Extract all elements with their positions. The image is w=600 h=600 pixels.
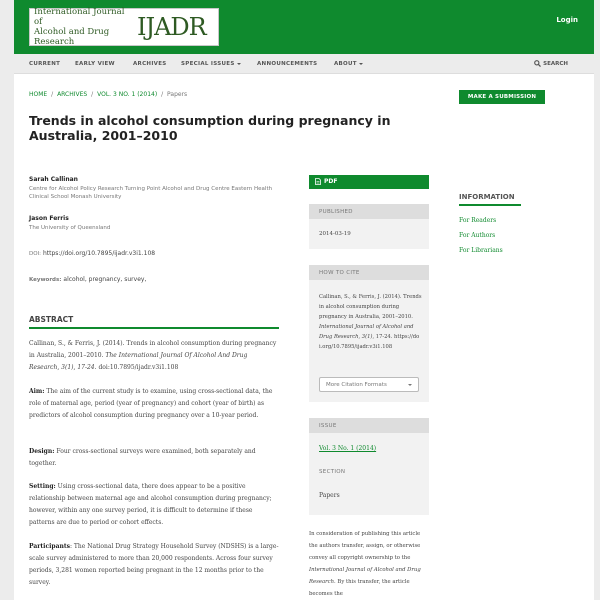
issue-heading: ISSUE bbox=[309, 418, 429, 433]
chevron-down-icon bbox=[237, 63, 241, 65]
abstract-citation-journal: The International Journal Of Alcohol And Drug Research, 3(1), 17-24. bbox=[29, 352, 248, 371]
consent-text: In consideration of publishing this article the authors transfer, assign, or otherwise convey all copyright ownership to the bbox=[309, 531, 421, 561]
page bbox=[14, 0, 594, 600]
nav-about[interactable] bbox=[334, 61, 363, 67]
cite-journal: International Journal of Alcohol and Drug Research, bbox=[319, 324, 414, 340]
chevron-down-icon bbox=[408, 384, 412, 386]
nav-early-view[interactable]: EARLY VIEW bbox=[75, 61, 115, 67]
search-label: SEARCH bbox=[543, 61, 568, 67]
doi-label: DOI: bbox=[29, 251, 42, 257]
published-date: 2014-03-19 bbox=[319, 231, 351, 237]
design-text: Four cross-sectional surveys were examined, both separately and together. bbox=[29, 448, 256, 467]
abstract-aim bbox=[29, 386, 279, 422]
author-name: Jason Ferris bbox=[29, 215, 69, 222]
breadcrumb-separator: / bbox=[91, 91, 94, 98]
participants-text: : The National Drug Strategy Household Survey (NDSHS) is a large-scale survey administered to more than 20,000 respondents. Across four survey periods, 3,281 women reported being pregnant in the 12 months prior to the survey. bbox=[29, 543, 279, 586]
information-heading: INFORMATION bbox=[459, 193, 521, 206]
setting-label: Setting: bbox=[29, 483, 56, 490]
make-submission-button[interactable]: MAKE A SUBMISSION bbox=[459, 90, 545, 104]
abstract-setting bbox=[29, 481, 279, 529]
chevron-down-icon bbox=[359, 63, 363, 65]
logo-title bbox=[30, 7, 135, 47]
logo-mark: IJADR bbox=[137, 13, 206, 41]
keywords-row bbox=[29, 276, 146, 283]
section-value: Papers bbox=[319, 492, 340, 499]
journal-logo[interactable] bbox=[29, 8, 219, 46]
more-citation-label: More Citation Formats bbox=[326, 382, 387, 388]
login-link[interactable]: Login bbox=[556, 16, 578, 24]
breadcrumb-separator: / bbox=[51, 91, 54, 98]
author-block bbox=[29, 215, 279, 232]
doi-link[interactable]: https://doi.org/10.7895/ijadr.v3i1.108 bbox=[42, 250, 156, 257]
pdf-button[interactable] bbox=[309, 175, 429, 189]
nav-archives[interactable]: ARCHIVES bbox=[133, 61, 167, 67]
page-title: Trends in alcohol consumption during pregnancy in Australia, 2001–2010 bbox=[29, 113, 391, 143]
file-icon bbox=[315, 178, 321, 185]
abstract-citation-text: Callinan, S., & Ferris, J. (2014). Trends in alcohol consumption during pregnancy in Australia, 2001–2010. bbox=[29, 340, 277, 359]
keywords-value: alcohol, pregnancy, survey, bbox=[63, 276, 147, 283]
cite-text bbox=[319, 292, 422, 352]
breadcrumb-archives[interactable]: ARCHIVES bbox=[57, 91, 88, 98]
aim-label: Aim: bbox=[29, 388, 45, 395]
published-heading: PUBLISHED bbox=[309, 204, 429, 219]
copyright-statement bbox=[309, 528, 424, 600]
section-heading: SECTION bbox=[319, 469, 346, 475]
cite-url[interactable]: https://doi.org/10.7895/ijadr.v3i1.108 bbox=[319, 334, 420, 350]
pdf-label: PDF bbox=[324, 178, 338, 185]
consent-tail: By this transfer, the article becomes the bbox=[309, 579, 410, 597]
abstract-design bbox=[29, 446, 279, 470]
nav-announcements[interactable]: ANNOUNCEMENTS bbox=[257, 61, 318, 67]
nav-special-issues[interactable] bbox=[181, 61, 241, 67]
more-citation-formats-button[interactable] bbox=[319, 377, 419, 392]
info-link-authors[interactable]: For Authors bbox=[459, 232, 496, 239]
abstract-participants bbox=[29, 541, 279, 589]
info-link-librarians[interactable]: For Librarians bbox=[459, 247, 503, 254]
consent-journal: International Journal of Alcohol and Drug Research. bbox=[309, 567, 421, 585]
doi-row bbox=[29, 250, 155, 257]
logo-line-2: Alcohol and Drug Research bbox=[34, 27, 110, 47]
author-name: Sarah Callinan bbox=[29, 176, 78, 183]
author-affiliation: Centre for Alcohol Policy Research Turning Point Alcohol and Drug Centre Eastern Health Clinical School Monash University bbox=[29, 186, 273, 200]
keywords-label: Keywords: bbox=[29, 277, 62, 283]
search-button[interactable] bbox=[534, 60, 568, 67]
cite-pages: 17-24. bbox=[375, 334, 393, 340]
cite-heading: HOW TO CITE bbox=[309, 265, 429, 280]
info-link-readers[interactable]: For Readers bbox=[459, 217, 497, 224]
author-affiliation: The University of Queensland bbox=[29, 225, 111, 231]
author-block bbox=[29, 176, 279, 201]
search-icon bbox=[534, 60, 541, 67]
nav-special-issues-label: SPECIAL ISSUES bbox=[181, 61, 235, 67]
logo-line-1: International Journal of bbox=[34, 7, 125, 27]
setting-text: Using cross-sectional data, there does appear to be a positive relationship between maternal age and alcohol consumption during pregnancy; however, within any one survey period, it is difficult to determine if these patterns are due to period or cohort effects. bbox=[29, 483, 272, 526]
abstract-citation bbox=[29, 338, 279, 374]
header-bar bbox=[14, 0, 594, 54]
breadcrumb-current: Papers bbox=[167, 91, 188, 98]
cite-main: Callinan, S., & Ferris, J. (2014). Trends in alcohol consumption during pregnancy in Australia, 2001–2010. bbox=[319, 294, 422, 320]
breadcrumb bbox=[29, 91, 189, 98]
cite-volume: 3(1), bbox=[361, 334, 375, 340]
aim-text: The aim of the current study is to examine, using cross-sectional data, the role of maternal age, period (year of pregnancy) and cohort (year of birth) as predictors of alcohol consumption during pregnancy over a 10-year period. bbox=[29, 388, 273, 419]
nav-current[interactable]: CURRENT bbox=[29, 61, 61, 67]
abstract-citation-doi: doi:10.7895/ijadr.v3i1.108 bbox=[98, 364, 179, 371]
breadcrumb-home[interactable]: HOME bbox=[29, 91, 48, 98]
design-label: Design: bbox=[29, 448, 55, 455]
participants-label: Participants bbox=[29, 543, 70, 550]
breadcrumb-volume[interactable]: VOL. 3 NO. 1 (2014) bbox=[97, 91, 158, 98]
main-nav bbox=[14, 54, 594, 74]
breadcrumb-separator: / bbox=[161, 91, 164, 98]
nav-about-label: ABOUT bbox=[334, 61, 357, 67]
abstract-heading: ABSTRACT bbox=[29, 315, 279, 329]
issue-link[interactable]: Vol. 3 No. 1 (2014) bbox=[319, 445, 377, 452]
